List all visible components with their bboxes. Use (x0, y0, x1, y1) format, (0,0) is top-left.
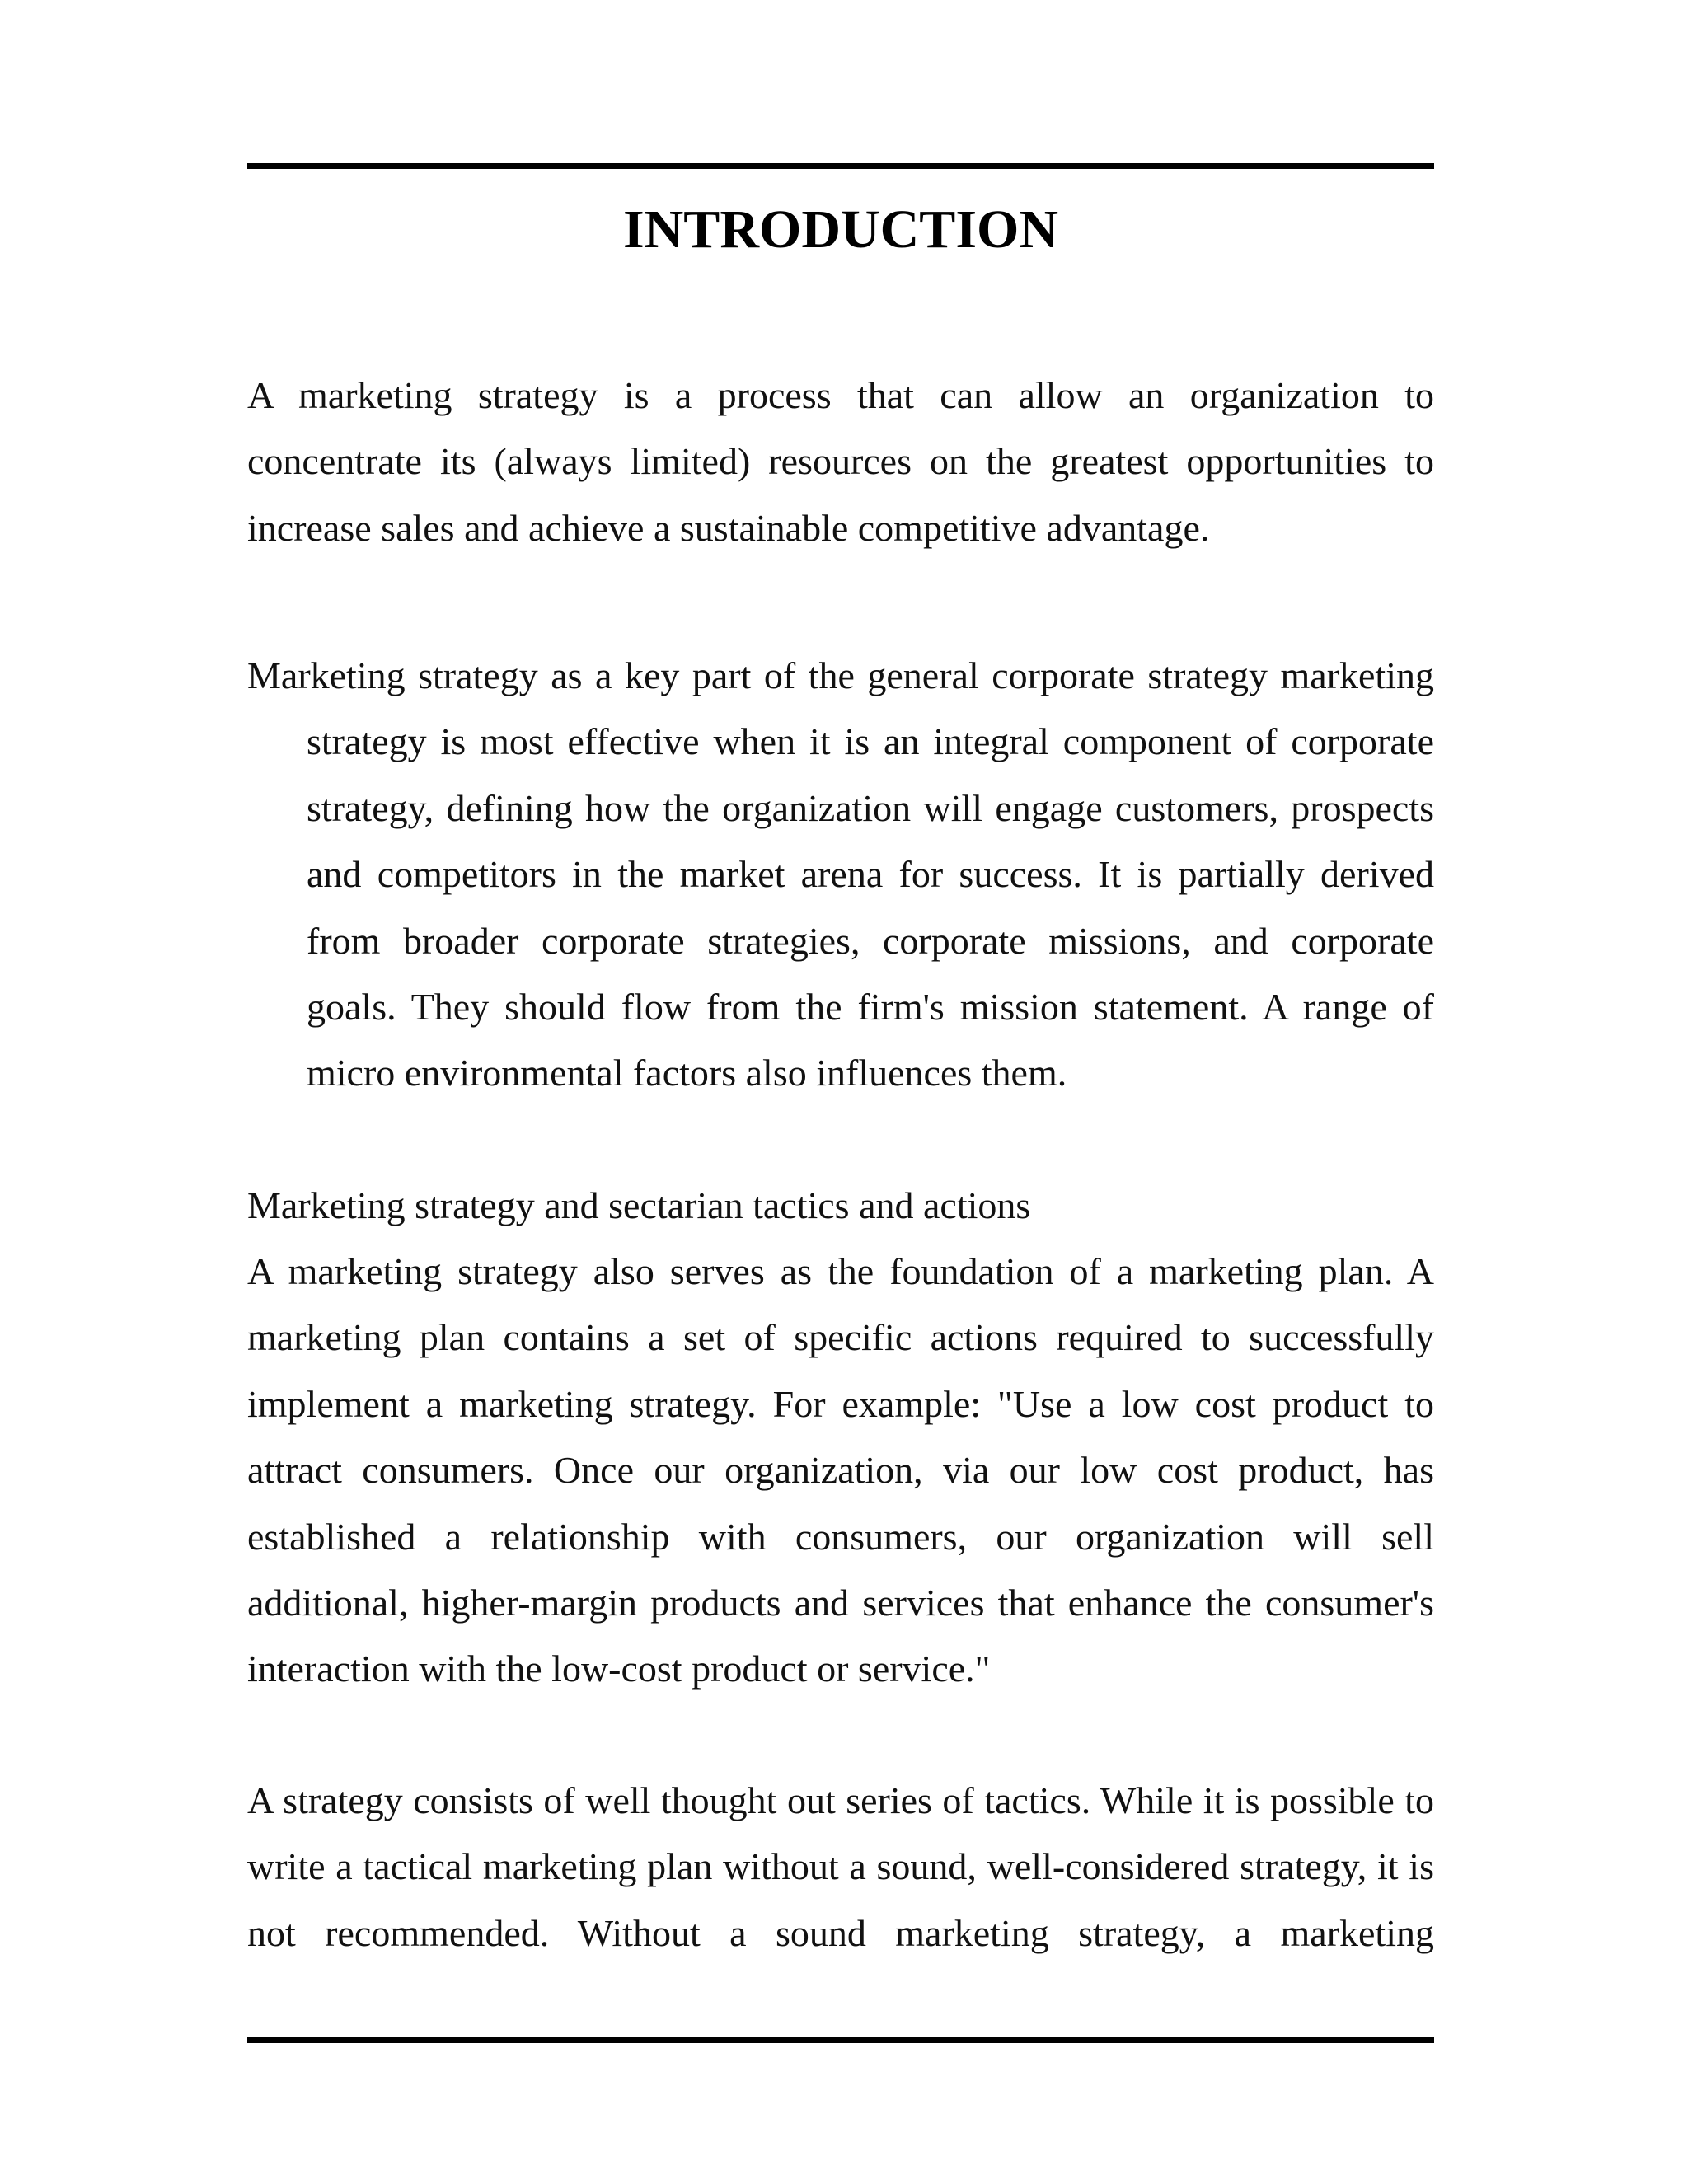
bottom-horizontal-rule (247, 2037, 1434, 2043)
paragraph-marketing-plan: A marketing strategy also serves as the foundation of a marketing plan. A marketing plan contains a set of specific actions required to successfully implement a marketing strategy. For example: "Use a low cost product to attract consumers. Once our organization, via our low cost product, has established a relationship with consumers, our organization will sell additional, higher-margin products and services that enhance the consumer's interaction with the low-cost product or service." (247, 1250, 1434, 1690)
page-title: INTRODUCTION (622, 199, 1059, 260)
paragraph-marketing-strategy-definition: A marketing strategy is a process that can allow an organization to concentrate its (always limited) resources on the greatest opportunities to increase sales and achieve a sustainable competitive advantage. (247, 374, 1434, 549)
paragraph-strategy-tactics: A strategy consists of well thought out series of tactics. While it is possible to write a tactical marketing plan without a sound, well-considered strategy, it is not recommended. Without a sound marketing strategy, a marketing (247, 1779, 1434, 1954)
top-horizontal-rule (247, 163, 1434, 169)
section-heading-tactics: Marketing strategy and sectarian tactics and actions (247, 1184, 1031, 1226)
paragraph-corporate-strategy: Marketing strategy as a key part of the general corporate strategy marketing strategy is most effective when it is an integral component of corporate strategy, defining how the organization will engage customers, prospects and competitors in the market arena for success. It is partially derived from broader corporate strategies, corporate missions, and corporate goals. They should flow from the firm's mission statement. A range of micro environmental factors also influences them. (247, 654, 1434, 1094)
